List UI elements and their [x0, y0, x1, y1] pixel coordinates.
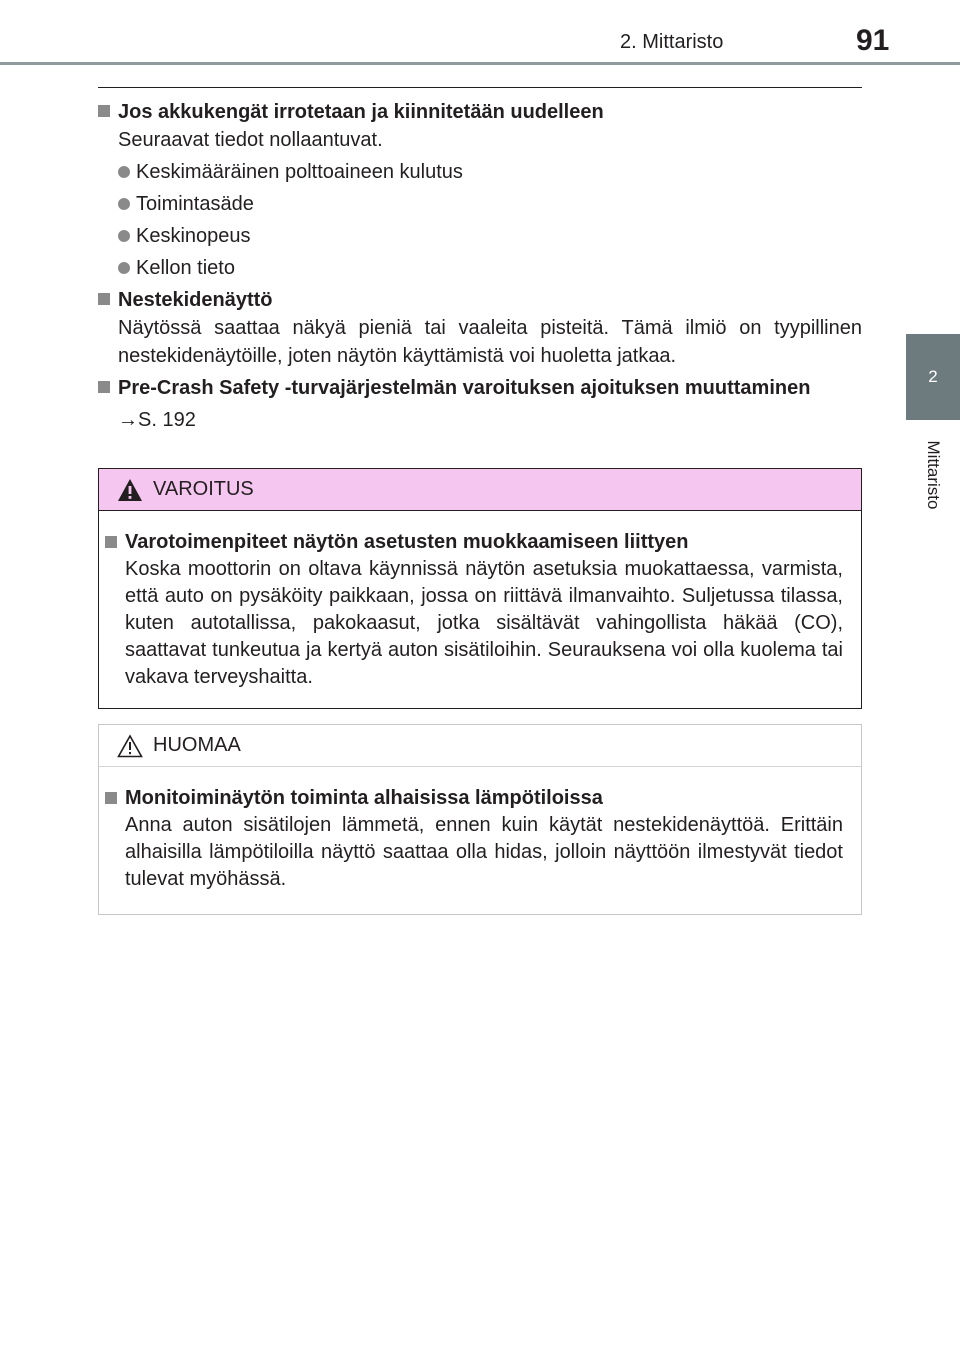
notice-box	[98, 724, 862, 915]
battery-intro: Seuraavat tiedot nollaantuvat.	[118, 129, 383, 151]
warning-box-header	[99, 469, 861, 511]
list-item	[98, 254, 862, 282]
chapter-tab-label: Mittaristo	[924, 440, 943, 510]
square-bullet-icon	[105, 536, 117, 548]
square-bullet-icon	[105, 792, 117, 804]
page-reference-link[interactable]: →S. 192	[118, 409, 196, 431]
warning-box-title: VAROITUS	[153, 478, 254, 500]
warning-box	[98, 468, 862, 709]
content-top-rule	[98, 87, 862, 88]
notice-text: Anna auton sisätilojen lämmetä, ennen kuin käytät nestekidenäyttöä. Erittäin alhaisilla lämpötiloilla näyttö saattaa olla hidas, jolloin näyttöön ilmestyvät tiedot tulevat myöhässä.	[125, 814, 843, 890]
list-item	[98, 222, 862, 250]
main-content	[98, 94, 862, 434]
notice-box-title: HUOMAA	[153, 734, 241, 756]
square-bullet-icon	[98, 381, 110, 393]
header-rule	[0, 62, 960, 65]
list-item-text: Keskinopeus	[136, 225, 251, 247]
round-bullet-icon	[118, 262, 130, 274]
heading-text: Monitoiminäytön toiminta alhaisissa lämpötiloissa	[125, 787, 603, 809]
list-item-text: Keskimääräinen polttoaineen kulutus	[136, 161, 463, 183]
heading-text: Nestekidenäyttö	[118, 289, 273, 311]
square-bullet-icon	[98, 105, 110, 117]
page-number: 91	[856, 24, 890, 57]
warning-box-body	[99, 511, 861, 691]
list-item-text: Kellon tieto	[136, 257, 235, 279]
chapter-tab[interactable]	[906, 334, 960, 420]
caution-triangle-outline-icon	[117, 734, 143, 758]
notice-heading	[105, 785, 843, 812]
header-section-title: 2. Mittaristo	[620, 31, 724, 53]
list-item-text: Toimintasäde	[136, 193, 254, 215]
heading-text: Varotoimenpiteet näytön asetusten muokkaamiseen liittyen	[125, 531, 689, 553]
round-bullet-icon	[118, 166, 130, 178]
notice-box-body	[99, 767, 861, 893]
round-bullet-icon	[118, 198, 130, 210]
warning-triangle-icon	[117, 478, 143, 502]
warning-text: Koska moottorin on oltava käynnissä näytön asetuksia muokattaessa, varmista, että auto on pysäköity paikkaan, jossa on riittävä ilmanvaihto. Suljetussa tilassa, kuten autotallissa, pakokaasut, jotka sisältävät vahingollista häkää (CO), saattavat tunkeutua ja kertyä auton sisätiloihin. Seurauksena voi olla kuolema tai vakava terveyshaitta.	[125, 558, 843, 688]
list-item	[98, 158, 862, 186]
notice-box-header	[99, 725, 861, 767]
list-item	[98, 190, 862, 218]
warning-heading	[105, 529, 843, 556]
chapter-tab-number: 2	[928, 367, 938, 386]
square-bullet-icon	[98, 293, 110, 305]
section-heading-lcd	[98, 286, 862, 314]
heading-text: Pre-Crash Safety -turvajärjestelmän varoituksen ajoituksen muuttaminen	[118, 377, 811, 399]
lcd-text: Näytössä saattaa näkyä pieniä tai vaaleita pisteitä. Tämä ilmiö on tyypillinen nestekidenäytöille, joten näytön käyttämistä voi huoletta jatkaa.	[118, 317, 862, 367]
section-heading-precrash	[98, 374, 862, 402]
round-bullet-icon	[118, 230, 130, 242]
heading-text: Jos akkukengät irrotetaan ja kiinnitetään uudelleen	[118, 101, 604, 123]
section-heading-battery	[98, 98, 862, 126]
